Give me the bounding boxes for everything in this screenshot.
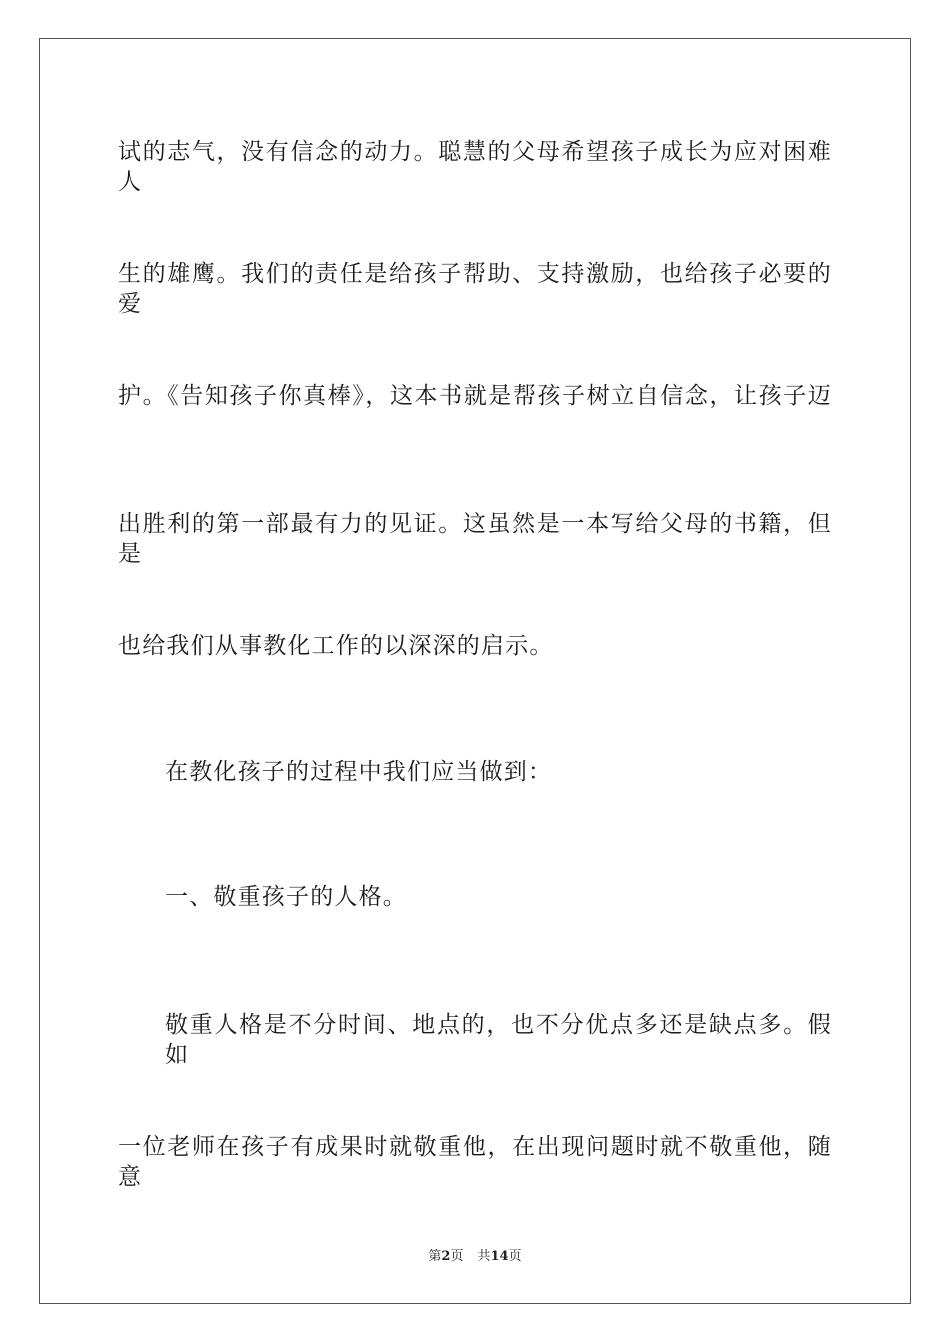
page-border <box>39 38 911 1304</box>
footer-page-prefix: 第 <box>428 1249 442 1264</box>
footer-total-pages: 14 <box>490 1249 509 1264</box>
body-line-8: 一位老师在孩子有成果时就敬重他，在出现问题时就不敬重他，随意 <box>118 1134 832 1190</box>
body-line-6: 在教化孩子的过程中我们应当做到： <box>165 759 553 785</box>
body-line-1: 试的志气，没有信念的动力。聪慧的父母希望孩子成长为应对困难人 <box>118 139 832 195</box>
section-heading: 一、敬重孩子的人格。 <box>165 884 407 910</box>
page-footer <box>0 1248 950 1266</box>
body-line-3: 护。《告知孩子你真棒》，这本书就是帮孩子树立自信念，让孩子迈 <box>118 383 832 409</box>
body-line-2: 生的雄鹰。我们的责任是给孩子帮助、支持激励，也给孩子必要的爱 <box>118 261 832 317</box>
body-line-4: 出胜利的第一部最有力的见证。这虽然是一本写给父母的书籍，但是 <box>118 511 832 567</box>
footer-page-suffix: 页 <box>450 1249 464 1264</box>
footer-total-suffix: 页 <box>508 1249 522 1264</box>
body-line-5: 也给我们从事教化工作的以深深的启示。 <box>118 633 554 659</box>
footer-page-number: 2 <box>441 1249 451 1264</box>
footer-total-prefix: 共 <box>477 1249 491 1264</box>
body-line-7: 敬重人格是不分时间、地点的，也不分优点多还是缺点多。假如 <box>165 1012 832 1068</box>
